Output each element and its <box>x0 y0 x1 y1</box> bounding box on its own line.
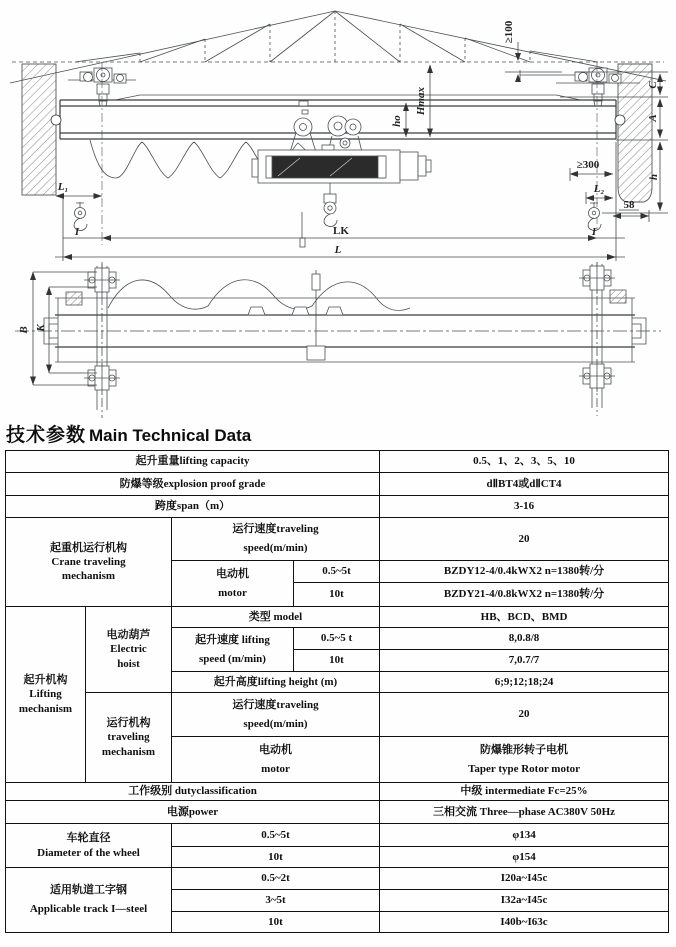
dim-label-clearance-top: ≥100 <box>503 20 515 44</box>
dim-label-h: h <box>648 173 660 181</box>
section-title <box>6 420 251 447</box>
front-view-drawing <box>0 0 676 262</box>
table-cell: 防爆等级explosion proof grade <box>6 473 380 496</box>
table-cell: 0.5~5t <box>172 824 380 847</box>
top-view-drawing <box>0 262 676 420</box>
dim-label-l2: L₂ <box>593 183 605 195</box>
plan-dimensions <box>18 272 97 385</box>
pendant-control <box>300 212 305 247</box>
dim-label-i-left: I <box>74 226 80 238</box>
table-cell: I20a~I45c <box>380 868 669 890</box>
electric-hoist <box>252 145 431 183</box>
table-cell: 类型 model <box>172 607 380 628</box>
dim-label-clearance-side: ≥300 <box>576 159 600 171</box>
table-cell: 20 <box>380 693 669 737</box>
cable-trolleys <box>248 307 343 315</box>
table-cell: φ134 <box>380 824 669 847</box>
dim-label-k: K <box>35 324 47 332</box>
table-cell: 7,0.7/7 <box>380 650 669 672</box>
table-cell: 10t <box>294 650 380 672</box>
table-cell: 运行速度traveling speed(m/min) <box>172 518 380 561</box>
technical-data-table <box>5 450 669 933</box>
table-cell: 6;9;12;18;24 <box>380 672 669 693</box>
table-cell: 电动机 motor <box>172 561 294 607</box>
table-cell: 0.5~5t <box>294 561 380 583</box>
table-cell: BZDY12-4/0.4kWX2 n=1380转/分 <box>380 561 669 583</box>
table-cell: 电动葫芦 Electric hoist <box>86 607 172 693</box>
dim-label-c: C <box>647 81 659 89</box>
dim-label-lk: LK <box>333 225 349 237</box>
end-carriage-right <box>579 262 626 416</box>
table-cell: dⅡBT4或dⅡCT4 <box>380 473 669 496</box>
table-cell: 三相交流 Three—phase AC380V 50Hz <box>380 801 669 824</box>
table-cell: 20 <box>380 518 669 561</box>
table-cell: I32a~I45c <box>380 890 669 912</box>
table-cell: 10t <box>294 583 380 607</box>
table-cell: BZDY21-4/0.8kWX2 n=1380转/分 <box>380 583 669 607</box>
table-cell: 起升机构 Lifting mechanism <box>6 607 86 783</box>
section-title-en: Main Technical Data <box>89 426 252 445</box>
table-cell: 3~5t <box>172 890 380 912</box>
table-cell: 0.5、1、2、3、5、10 <box>380 451 669 473</box>
table-cell: 防爆锥形转子电机 Taper type Rotor motor <box>380 737 669 783</box>
table-cell: 运行机构 traveling mechanism <box>86 693 172 783</box>
table-cell: 适用轨道工字钢 Applicable track I—steel <box>6 868 172 933</box>
table-cell: φ154 <box>380 847 669 868</box>
table-cell: 起升重量lifting capacity <box>6 451 380 473</box>
table-cell: 3-16 <box>380 496 669 518</box>
table-cell: 运行速度traveling speed(m/min) <box>172 693 380 737</box>
table-cell: 电源power <box>6 801 380 824</box>
left-wall <box>22 64 56 195</box>
dimensions <box>55 20 668 261</box>
dim-label-l1: L₁ <box>57 181 69 193</box>
table-cell: 工作级别 dutyclassification <box>6 783 380 801</box>
table-cell: 电动机 motor <box>172 737 380 783</box>
end-carriage-left <box>66 262 120 418</box>
table-cell: 跨度span（m） <box>6 496 380 518</box>
table-cell: 0.5~2t <box>172 868 380 890</box>
table-cell: 车轮直径 Diameter of the wheel <box>6 824 172 868</box>
table-cell: 8,0.8/8 <box>380 628 669 650</box>
dim-label-l: L <box>334 244 342 256</box>
dim-label-58: 58 <box>623 199 635 211</box>
festoon-cable-plan <box>108 280 410 311</box>
table-cell: 0.5~5 t <box>294 628 380 650</box>
section-title-zh: 技术参数 <box>6 425 87 446</box>
table-cell: I40b~I63c <box>380 912 669 933</box>
dim-label-hmax: Hmax <box>415 86 427 116</box>
table-cell: HB、BCD、BMD <box>380 607 669 628</box>
dim-label-b: B <box>18 326 30 334</box>
table-cell: 起升速度 lifting speed (m/min) <box>172 628 294 672</box>
hook <box>324 183 337 227</box>
dim-label-h0: ho <box>391 115 403 127</box>
dim-label-a: A <box>647 114 659 122</box>
table-cell: 起重机运行机构 Crane traveling mechanism <box>6 518 172 607</box>
table-cell: 中级 intermediate Fc=25% <box>380 783 669 801</box>
dim-label-i-right: I <box>591 226 597 238</box>
table-cell: 10t <box>172 912 380 933</box>
table-cell: 10t <box>172 847 380 868</box>
table-cell: 起升高度lifting height (m) <box>172 672 380 693</box>
